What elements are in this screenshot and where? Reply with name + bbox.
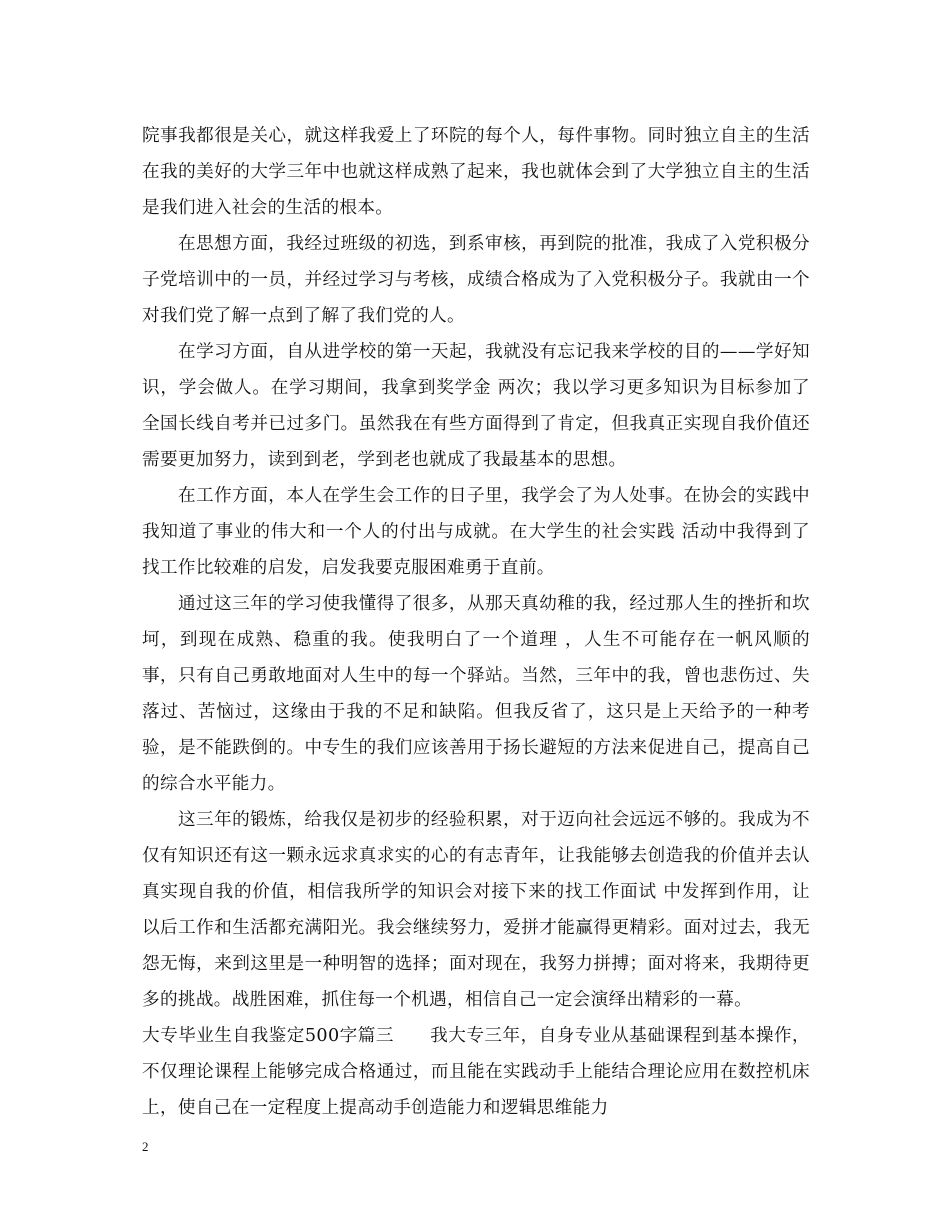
paragraph-work: 在工作方面，本人在学生会工作的日子里，我学会了为人处事。在协会的实践中我知道了事业的伟大和一个人的付出与成就。在大学生的社会实践 活动中我得到了找工作比较难的启发，启发我要克服困难勇于直前。: [142, 486, 810, 578]
paragraph-campus-life: 院事我都很是关心，就这样我爱上了环院的每个人，每件事物。同时独立自主的生活在我的美好的大学三年中也就这样成熟了起来，我也就体会到了大学独立自主的生活是我们进入社会的生活的根本。: [142, 126, 810, 218]
paragraph-conclusion: 这三年的锻炼，给我仅是初步的经验积累，对于迈向社会远远不够的。我成为不仅有知识还有这一颗永远求真求实的心的有志青年，让我能够去创造我的价值并去认真实现自我的价值，相信我所学的知识会对接下来的找工作面试 中发挥到作用，让以后工作和生活都充满阳光。我会继续努力，爱拼才能赢得更精彩。面对过去，我无怨无悔，来到这里是一种明智的选择；面对现在，我努力拼搏；面对将来，我期待更多的挑战。战胜困难，抓住每一个机遇，相信自己一定会演绎出精彩的一幕。: [142, 810, 810, 1010]
paragraph-growth: 通过这三年的学习使我懂得了很多，从那天真幼稚的我，经过那人生的挫折和坎坷，到现在成熟、稳重的我。使我明白了一个道理 ，人生不可能存在一帆风顺的事，只有自己勇敢地面对人生中的每一个驿站。当然，三年中的我，曾也悲伤过、失落过、苦恼过，这缘由于我的不足和缺陷。但我反省了，这只是上天给予的一种考验，是不能跌倒的。中专生的我们应该善用于扬长避短的方法来促进自己，提高自己的综合水平能力。: [142, 594, 810, 794]
paragraph-section-three: 大专毕业生自我鉴定500字篇三 我大专三年，自身专业从基础课程到基本操作，不仅理论课程上能够完成合格通过，而且能在实践动手上能结合理论应用在数控机床上，使自己在一定程度上提高动手创造能力和逻辑思维能力: [142, 1026, 810, 1118]
document-body: [142, 118, 810, 1126]
paragraph-study: 在学习方面，自从进学校的第一天起，我就没有忘记我来学校的目的——学好知识，学会做人。在学习期间，我拿到奖学金 两次；我以学习更多知识为目标参加了全国长线自考并已过多门。虽然我在有些方面得到了肯定，但我真正实现自我价值还需要更加努力，读到到老，学到老也就成了我最基本的思想。: [142, 342, 810, 470]
paragraph-ideology: 在思想方面，我经过班级的初选，到系审核，再到院的批准，我成了入党积极分子党培训中的一员，并经过学习与考核，成绩合格成为了入党积极分子。我就由一个对我们党了解一点到了解了我们党的人。: [142, 234, 810, 326]
page-number: 2: [142, 1139, 149, 1154]
